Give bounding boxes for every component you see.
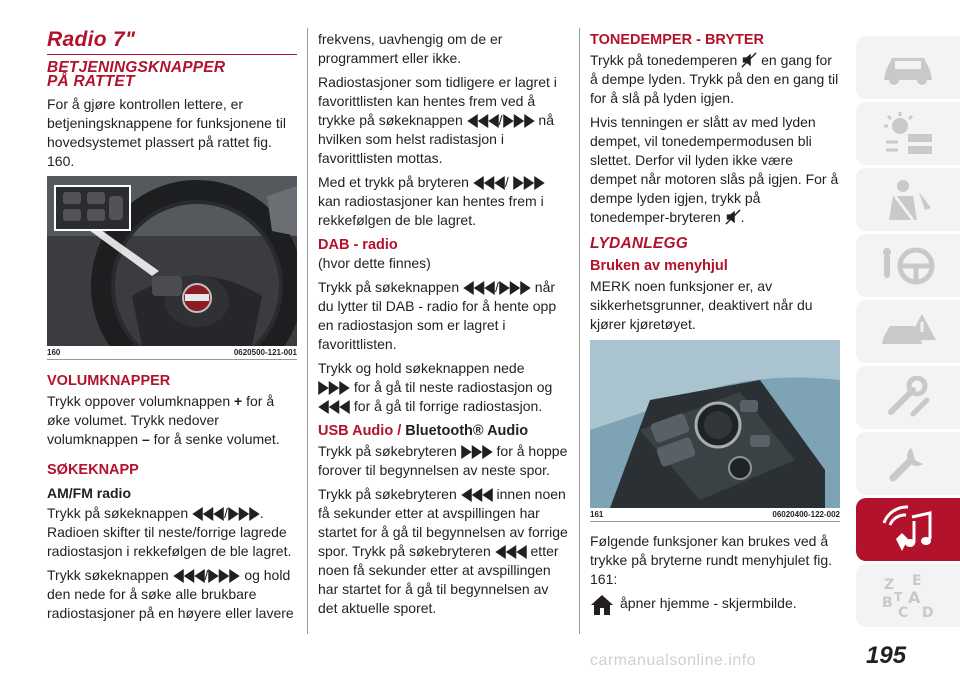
text-run: innen noen få sekunder etter at avspillingen har startet for å gå til begynnelsen av forrige spor. Trykk på søkebryteren [318, 486, 568, 559]
figure-161-caption [590, 508, 840, 521]
figure-161 [590, 340, 840, 522]
text-run: Trykk på søkebryteren [318, 443, 457, 459]
section-heading-steering-controls [47, 61, 297, 89]
figure-160-caption [47, 346, 297, 359]
frequency-paragraph: frekvens, uavhengig om de er programmert eller ikke. [318, 31, 503, 66]
svg-text:E: E [912, 572, 922, 589]
car-tab-icon [878, 48, 938, 88]
note-paragraph: MERK noen funksjoner er, av sikkerhetsgrunner, deaktivert når du kjører kjøretøyet. [590, 278, 813, 332]
text-run: Trykk søkeknappen [47, 567, 169, 583]
tab-car[interactable] [856, 36, 960, 99]
seek-down-icon [467, 114, 499, 128]
am-fm-heading: AM/FM radio [47, 485, 131, 501]
favorites-paragraph [318, 73, 568, 168]
mute-paragraph-2 [590, 113, 840, 227]
am-fm-paragraph-1 [47, 504, 297, 561]
slash: / [224, 505, 228, 521]
seek-down-icon [318, 400, 350, 414]
text-run: og hold den nede for å søke alle brukbare radiostasjoner på en høyere eller lavere [47, 567, 294, 621]
maintenance-tab-icon [883, 376, 933, 420]
home-function-text: åpner hjemme - skjermbilde. [620, 595, 797, 611]
seek-up-icon [318, 381, 350, 395]
text-run: Hvis tenningen er slått av med lyden dempet, vil tonedempermodusen bli slettet. Derfor vil lyden ikke være dempet når motoren slås på igjen. For å dempe lyden igjen, trykk på tonedemper-bryteren [590, 114, 839, 225]
audio-system-heading: LYDANLEGG [590, 235, 688, 252]
steering-wheel-photo [47, 176, 297, 346]
usb-heading-part: USB Audio / [318, 423, 406, 439]
seek-up-icon [461, 445, 493, 459]
figure-number: 161 [590, 510, 604, 519]
column-divider-1 [307, 28, 308, 634]
dab-paragraph-1 [318, 278, 568, 354]
volume-paragraph [47, 392, 297, 449]
text-run: for å hoppe forover til begynnelsen av neste spor. [318, 443, 568, 478]
slash: / [495, 279, 499, 295]
home-function-row [590, 594, 840, 616]
text-run: når du lytter til DAB - radio for å hente opp en radiostasjon som er lagret i favorittlisten. [318, 279, 557, 352]
watermark: carmanualsonline.info [590, 652, 757, 669]
warning-lights-tab-icon [878, 112, 938, 156]
seek-down-icon [463, 281, 495, 295]
dab-paragraph-2 [318, 359, 568, 416]
mute-switch-heading: TONEDEMPER - BRYTER [590, 32, 765, 48]
text-run: Trykk på søkeknappen [318, 279, 460, 295]
chapter-tabs [856, 36, 960, 630]
svg-text:T: T [894, 589, 903, 604]
intro-paragraph: For å gjøre kontrollen lettere, er betjeningsknappene for funksjonene til hovedsystemet plassert på rattet fig. 160. [47, 96, 286, 169]
seek-up-icon [228, 507, 260, 521]
column-2 [318, 30, 568, 623]
menu-wheel-functions-paragraph: Følgende funksjoner kan brukes ved å trykke på bryterne rundt menyhjulet fig. 161: [590, 533, 833, 587]
figure-code: 06020400-122-002 [772, 510, 840, 519]
seek-up-icon [513, 176, 545, 190]
wrench-tab-icon [883, 442, 933, 486]
figure-160 [47, 176, 297, 360]
seek-down-icon [473, 176, 505, 190]
svg-text:D: D [922, 604, 934, 621]
column-1 [47, 28, 297, 628]
seek-down-icon [495, 545, 527, 559]
tab-index[interactable] [856, 564, 960, 627]
index-tab-icon [878, 571, 938, 621]
multimedia-tab-icon [878, 505, 938, 555]
switch-paragraph [318, 173, 568, 230]
volume-buttons-heading: VOLUMKNAPPER [47, 373, 171, 389]
svg-text:B: B [882, 594, 893, 611]
usb-paragraph-2 [318, 485, 568, 618]
text-run: nå hvilken som helst radistasjon i favorittlisten mottas. [318, 112, 554, 166]
text-run: Trykk oppover volumknappen [47, 393, 231, 409]
tab-safety[interactable] [856, 168, 960, 231]
tab-technical-data[interactable] [856, 432, 960, 495]
svg-text:A: A [908, 587, 921, 607]
slash: / [204, 567, 209, 583]
svg-text:Z: Z [884, 576, 895, 593]
dab-heading: DAB - radio [318, 237, 398, 253]
section-heading-line-1: BETJENINGSKNAPPER [47, 59, 226, 76]
minus-symbol: – [141, 431, 150, 447]
am-fm-paragraph-2 [47, 566, 297, 623]
text-run: Trykk på søkeknappen [47, 505, 189, 521]
column-divider-2 [579, 28, 580, 634]
figure-code: 0620500-121-001 [233, 348, 297, 357]
seek-up-icon [499, 281, 531, 295]
home-icon [590, 594, 614, 616]
text-run: Trykk på søkebryteren [318, 486, 457, 502]
safety-tab-icon [883, 178, 933, 222]
mute-icon [725, 209, 741, 225]
svg-text:C: C [898, 604, 909, 621]
text-run: etter noen få sekunder etter at avspillingen har startet for å gå til begynnelsen av det aktuelle sporet. [318, 543, 559, 616]
tab-warning-lights[interactable] [856, 102, 960, 165]
page-title: Radio 7" [47, 28, 136, 51]
text-run: for å øke volumet. Trykk nedover volumknappen [47, 393, 275, 447]
text-run: Trykk på tonedemperen [590, 52, 738, 68]
usb-heading [318, 422, 568, 440]
tab-steering-wheel[interactable] [856, 234, 960, 297]
mute-paragraph-1 [590, 51, 840, 108]
breakdown-tab-icon [878, 310, 938, 354]
column-3 [590, 31, 840, 616]
text-run: . [740, 209, 745, 225]
seek-down-icon [173, 569, 205, 583]
seek-down-icon [461, 488, 493, 502]
tab-breakdown[interactable] [856, 300, 960, 363]
seek-button-heading: SØKEKNAPP [47, 462, 139, 478]
text-run: Radiostasjoner som tidligere er lagret i favorittlisten kan hentes frem ved å trykke på søkeknappen [318, 74, 557, 128]
mute-icon [741, 52, 757, 68]
text-run: Trykk og hold søkeknappen nede [318, 360, 525, 376]
tab-multimedia[interactable] [856, 498, 960, 561]
text-run: for å senke volumet. [153, 431, 280, 447]
menu-wheel-photo [590, 340, 840, 508]
steering-wheel-tab-icon [878, 244, 938, 288]
tab-maintenance[interactable] [856, 366, 960, 429]
text-run: . Radioen skifter til neste/forrige lagrede radiostasjon i rekkefølgen de ble lagret. [47, 505, 292, 559]
seek-up-icon [503, 114, 535, 128]
dab-note: (hvor dette finnes) [318, 255, 431, 271]
page-number: 195 [866, 642, 907, 669]
usb-paragraph-1 [318, 442, 568, 480]
text-run: en gang for å dempe lyden. Trykk på den en gang til for å slå på lyden igjen. [590, 52, 839, 106]
text-run: Med et trykk på bryteren [318, 174, 469, 190]
seek-down-icon [192, 507, 224, 521]
text-run: for å gå til neste radiostasjon og [353, 379, 553, 395]
text-run: kan radiostasjoner kan hentes frem i rekkefølgen de ble lagret. [318, 193, 544, 228]
bluetooth-heading-part: Bluetooth® Audio [405, 423, 529, 439]
text-run: for å gå til forrige radiostasjon. [353, 398, 543, 414]
section-heading-line-2: PÅ RATTET [47, 73, 135, 90]
figure-number: 160 [47, 348, 61, 357]
slash: / [504, 174, 509, 190]
slash: / [498, 112, 503, 128]
seek-up-icon [208, 569, 240, 583]
title-divider [47, 54, 297, 55]
menu-wheel-heading: Bruken av menyhjul [590, 258, 728, 274]
plus-symbol: + [234, 393, 243, 409]
